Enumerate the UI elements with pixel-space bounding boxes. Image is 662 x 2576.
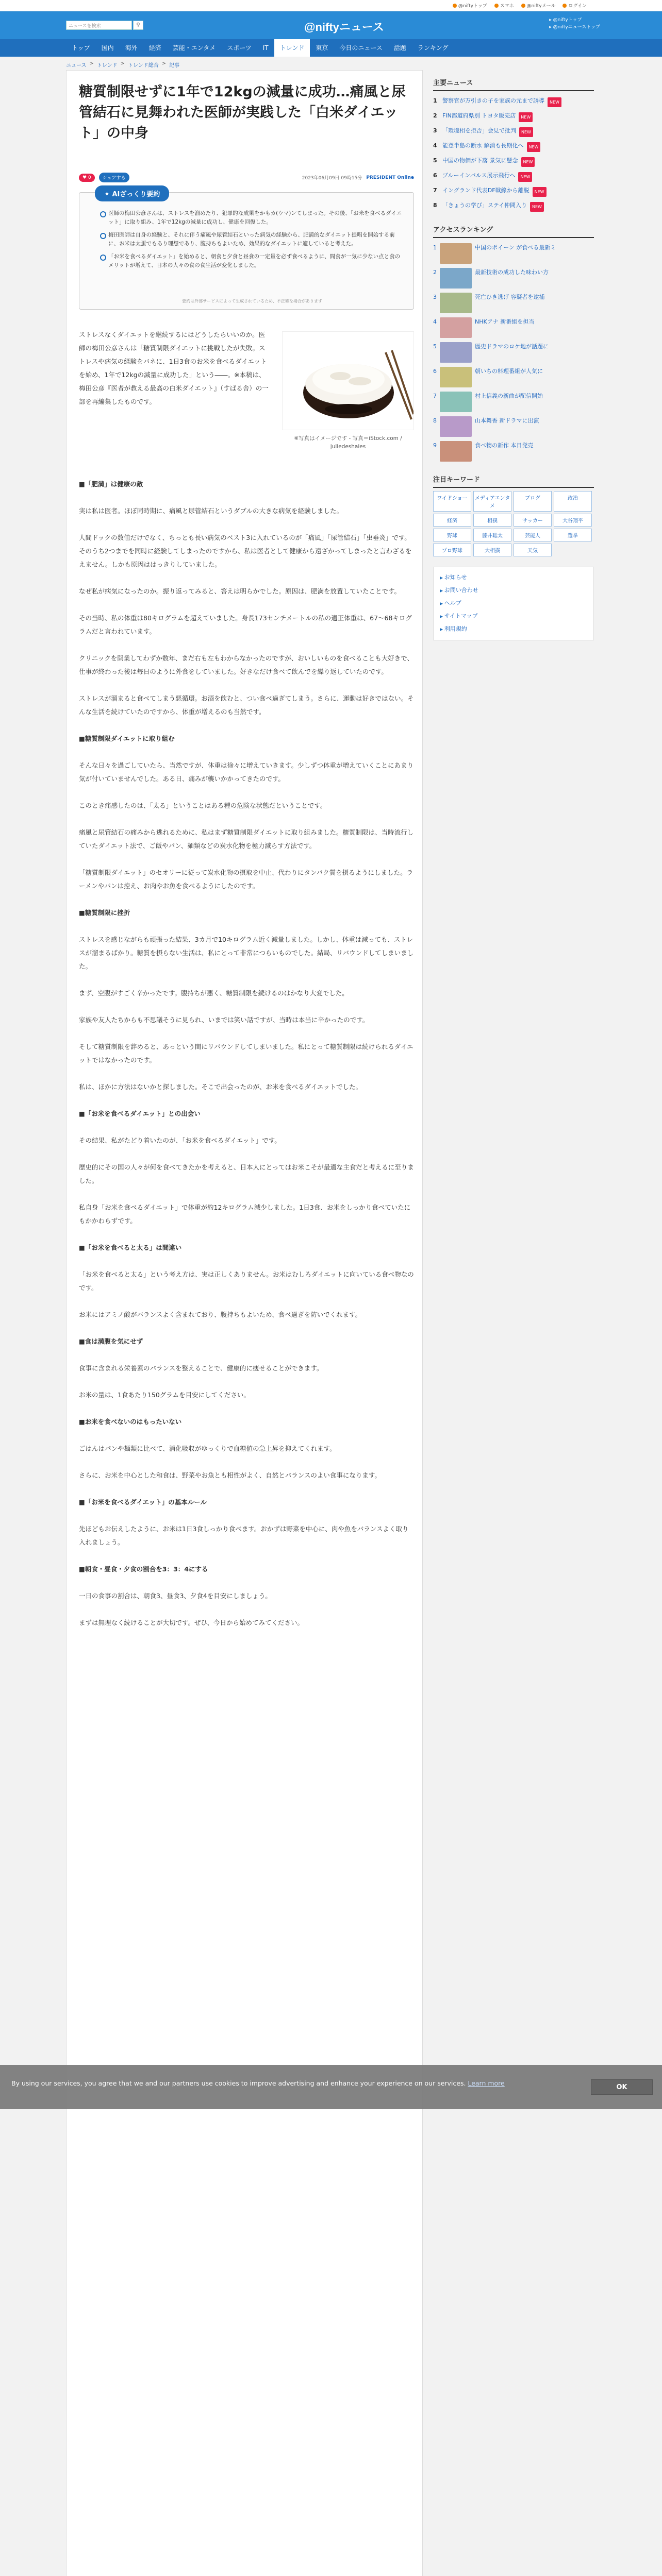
content-wrapper: [66, 70, 594, 2576]
news-title: FIN都道府県別 トヨタ販売店: [442, 112, 516, 119]
nav-item[interactable]: トップ: [72, 44, 90, 52]
body-paragraph: 「お米を食べると太る」という考え方は、実は正しくありません。お米はむしろダイエットに向いている食べ物なのです。: [79, 1270, 414, 1292]
new-badge: NEW: [533, 187, 547, 197]
ranking-title: 歴史ドラマのロケ地が話題に: [475, 343, 549, 350]
nav-item[interactable]: ランキング: [417, 44, 449, 52]
body-paragraph: 食事に含まれる栄養素のバランスを整えることで、健康的に痩せることができます。: [79, 1364, 323, 1372]
ranking-number: 7: [433, 393, 437, 399]
news-title: イングランド代表DF戦線から離脱: [442, 187, 529, 194]
main-news-item[interactable]: [433, 154, 594, 169]
main-news-item[interactable]: [433, 124, 594, 139]
new-badge: NEW: [527, 142, 541, 152]
cookie-ok-button[interactable]: OK: [591, 2079, 653, 2095]
footer-link[interactable]: ▶ お問い合わせ: [440, 584, 587, 597]
ranking-title: 朝いちの料理番組が人気に: [475, 368, 543, 375]
ranking-title: 死亡ひき逃げ 容疑者を逮捕: [475, 294, 545, 300]
news-rank: 2: [433, 112, 437, 119]
body-paragraph: 先ほどもお伝えしたように、お米は1日3食しっかり食べます。おかずは野菜を中心に、肉や魚をバランスよく取り入れましょう。: [79, 1525, 409, 1546]
body-paragraph: 私自身「お米を食べるダイエット」で体重が約12キログラム減少しました。1日3食、お米をしっかり食べていたにもかかわらずです。: [79, 1204, 411, 1225]
photo-caption: ※写真はイメージです - 写真＝iStock.com / juliedeshaies: [294, 435, 402, 450]
topbar-link-label: スマホ: [500, 4, 514, 9]
access-ranking-item[interactable]: [433, 439, 594, 464]
footer-link[interactable]: ▶ お知らせ: [440, 571, 587, 584]
site-header: [0, 11, 662, 39]
body-paragraph: 人間ドックの数値だけでなく、ちっとも長い病気のベスト3に入れているのが「痛風」「尿管結石」「虫垂炎」です。そのうち2つまでを同時に経験してしまったのですから、私は医者として健康から遠ざかってしまったと言わざるをえません。しかも原因ははっきりしていました。: [79, 534, 412, 568]
keyword-tag[interactable]: 政治: [554, 491, 592, 512]
access-ranking-item[interactable]: [433, 291, 594, 315]
news-rank: 8: [433, 202, 437, 209]
nav-item[interactable]: スポーツ: [227, 44, 252, 52]
summary-item: 「お米を食べるダイエット」を始めると、朝食と夕食と昼食の一定量を必ず食べるように、間食が一気に少ない点と食のメリットが増えて、日本の人々の食の食生活が変化しました。: [100, 252, 404, 270]
body-paragraph: さらに、お米を中心とした和食は、野菜やお魚とも相性がよく、自然とバランスのよい食事になります。: [79, 1471, 381, 1479]
nav-item[interactable]: IT: [262, 44, 269, 52]
keyword-tag[interactable]: 野球: [433, 529, 471, 541]
keyword-tag[interactable]: 相撲: [473, 514, 511, 527]
sparkle-icon: ✦: [104, 191, 110, 198]
keywords-section: [433, 474, 594, 556]
sidebar: [433, 70, 594, 640]
keyword-tag[interactable]: 大相撲: [473, 544, 511, 556]
ranking-number: 5: [433, 343, 437, 350]
section-heading: ■糖質制限に挫折: [79, 909, 130, 917]
access-ranking-item[interactable]: [433, 340, 594, 365]
article-main: [66, 70, 423, 2576]
like-button[interactable]: ♥ 0: [79, 174, 95, 182]
ranking-title: 中国のポイーン が食べる最新ミ: [475, 244, 556, 251]
topbar-link-label: ログイン: [568, 4, 587, 9]
topbar-link-icon: [453, 4, 457, 8]
article-intro: ストレスなくダイエットを継続するにはどうしたらいいのか。医師の梅田公彦さんは「糖質制限ダイエットに挑戦したが失敗。ストレスや病気の経験をバネに、1日3食のお米を食べるダイエットを始め、1年で12kgの減量に成功した」という――。※本稿は、梅田公彦『医者が教える最高の白米ダイエット』（すばる舎）の一部を再編集したものです。: [79, 331, 269, 405]
keyword-tag[interactable]: ブログ: [514, 491, 552, 512]
body-paragraph: そんな日々を過ごしていたら、当然ですが、体重は徐々に増えていきます。少しずつ体重が増えていくことにあまり気が付いていませんでした。ある日、痛みが襲いかかってきたのです。: [79, 761, 414, 783]
article-body: [79, 478, 414, 1643]
new-badge: NEW: [519, 127, 533, 137]
topbar-link-label: @niftyトップ: [458, 4, 487, 9]
body-paragraph: お米にはアミノ酸がバランスよく含まれており、腹持ちもよいため、食べ過ぎを防いでくれます。: [79, 1311, 362, 1318]
breadcrumb-separator: >: [120, 61, 125, 66]
ranking-number: 4: [433, 318, 437, 325]
body-paragraph: 一日の食事の割合は、朝食3、昼食3、夕食4を目安にしましょう。: [79, 1592, 272, 1600]
nav-item[interactable]: 海外: [125, 44, 138, 52]
body-paragraph: まず、空腹がすごく辛かったです。腹持ちが悪く、糖質制限を続けるのはかなり大変でした。: [79, 989, 349, 997]
access-ranking-list: [433, 241, 594, 464]
share-button[interactable]: シェアする: [99, 173, 129, 182]
keyword-tag[interactable]: 選挙: [554, 529, 592, 541]
news-rank: 1: [433, 97, 437, 104]
access-ranking-item[interactable]: [433, 241, 594, 266]
rice-bowl-image: [283, 332, 414, 430]
topbar-link-icon: [494, 4, 499, 8]
ranking-thumbnail: [440, 392, 472, 412]
main-news-item[interactable]: [433, 169, 594, 184]
top-utility-bar: [0, 0, 662, 11]
header-link[interactable]: ▸ @niftyニューストップ: [549, 25, 600, 30]
like-count: 0: [88, 175, 91, 180]
topbar-link[interactable]: [521, 2, 556, 9]
keyword-tag[interactable]: メディアエンタメ: [473, 491, 511, 512]
keyword-tag[interactable]: 藤井聡太: [473, 529, 511, 541]
nav-item[interactable]: 芸能・エンタメ: [172, 44, 216, 52]
footer-links-box: [433, 567, 594, 640]
main-news-item[interactable]: [433, 109, 594, 124]
keyword-tags: [433, 491, 594, 556]
search-input[interactable]: ニュースを検索: [66, 21, 132, 30]
access-ranking-section: [433, 224, 594, 464]
ranking-title: 山本舞香 新ドラマに出演: [475, 417, 539, 424]
category-nav: [0, 39, 662, 57]
breadcrumb-separator: >: [89, 61, 94, 66]
nav-item[interactable]: 今日のニュース: [339, 44, 383, 52]
ranking-number: 2: [433, 269, 437, 276]
access-ranking-item[interactable]: [433, 389, 594, 414]
ranking-thumbnail: [440, 367, 472, 387]
ranking-thumbnail: [440, 243, 472, 264]
cookie-message: By using our services, you agree that we and our partners use cookies to improve advertising and enhance your experience on our services.: [11, 2079, 466, 2087]
ranking-thumbnail: [440, 268, 472, 289]
main-news-title: 主要ニュース: [433, 77, 594, 91]
keyword-tag[interactable]: 天気: [514, 544, 552, 556]
new-badge: NEW: [521, 157, 535, 167]
news-rank: 3: [433, 127, 437, 134]
topbar-link-icon: [521, 4, 525, 8]
body-paragraph: ごはんはパンや麺類に比べて、消化吸収がゆっくりで血糖値の急上昇を抑えてくれます。: [79, 1445, 336, 1452]
news-title: ブルーインパルス展示飛行へ: [442, 172, 516, 179]
nav-item[interactable]: トレンド: [274, 39, 310, 57]
new-badge: NEW: [518, 172, 532, 182]
nav-item[interactable]: 経済: [148, 44, 161, 52]
ranking-number: 1: [433, 244, 437, 251]
access-ranking-item[interactable]: [433, 414, 594, 439]
section-heading: ■「お米を食べるダイエット」の基本ルール: [79, 1498, 207, 1506]
ranking-thumbnail: [440, 441, 472, 462]
main-news-item[interactable]: [433, 199, 594, 214]
breadcrumb: [66, 61, 179, 69]
breadcrumb-separator: >: [161, 61, 167, 66]
topbar-link-label: @niftyメール: [526, 4, 556, 9]
ranking-title: NHKアナ 新番組を担当: [475, 318, 535, 325]
body-paragraph: 実は私は医者。ほぼ同時期に、痛風と尿管結石というダブルの大きな病気を経験しました。: [79, 507, 343, 515]
new-badge: NEW: [530, 202, 544, 212]
keywords-title: 注目キーワード: [433, 474, 594, 488]
keyword-tag[interactable]: ワイドショー: [433, 491, 471, 512]
access-ranking-item[interactable]: [433, 315, 594, 340]
news-title: 能登半島の断水 解消も長期化へ: [442, 142, 524, 149]
breadcrumb-link: 記事: [169, 63, 180, 69]
access-ranking-title: アクセスランキング: [433, 224, 594, 238]
topbar-link[interactable]: [494, 2, 514, 9]
body-paragraph: 私は、ほかに方法はないかと探しました。そこで出会ったのが、お米を食べるダイエットでした。: [79, 1083, 362, 1091]
ai-summary-list: [100, 209, 404, 274]
header-links: [549, 16, 600, 31]
body-paragraph: その当時、私の体重は80キログラムを超えていました。身長173センチメートルの私の適正体重は、67～68キログラムだと言われています。: [79, 614, 412, 635]
summary-item: 医師の梅田公彦さんは、ストレスを溜めたり、犯罪的な成果をかもカ(ウマ)ンてしまった。その後、「お米を食べるダイエット」に取り組み、1年で12kgの減量に成功し、健康を回復した。: [100, 209, 404, 227]
breadcrumb-link[interactable]: トレンド総合: [128, 63, 159, 69]
summary-item: 梅田医師は自身の経験と、それに伴う痛風や尿管結石といった病気の経験から、肥満的なダイエット提唱を開始する前に、お米は太蛋でもあり理想であり、腹持ちもよいため、効果的なダイエットに適していると考えた。: [100, 231, 404, 248]
body-paragraph: ストレスを感じながらも頑張った結果、3カ月で10キログラム近く減量しました。しかし、体重は減っても、ストレスが溜まるばかり。糖質を摂らない生活は、私にとって非常につらいものでした。結局、リバウンドしてしまいました。: [79, 936, 414, 970]
section-heading: ■朝食・昼食・夕食の割合を3：3：4にする: [79, 1565, 208, 1573]
footer-link[interactable]: ▶ 利用規約: [440, 623, 587, 636]
ranking-number: 8: [433, 417, 437, 424]
header-link[interactable]: ▸ @niftyトップ: [549, 18, 582, 23]
cookie-banner: [0, 2065, 662, 2109]
section-heading: ■糖質制限ダイエットに取り組む: [79, 735, 175, 742]
news-title: 警察官が万引きの子を家族の元まで誘導: [442, 97, 544, 104]
cookie-text: [11, 2078, 578, 2089]
body-paragraph: クリニックを開業してわずか数年、まだ右も左もわからなかったのですが、おいしいものを食べることも大好きで、仕事が終わった後は毎日のように外食をしていました。好きなだけ食べて飲んでを繰り返していたのです。: [79, 654, 414, 675]
search-icon[interactable]: ⚲: [133, 21, 143, 30]
ai-summary-heading: [95, 185, 169, 201]
article-source[interactable]: PRESIDENT Online: [366, 175, 414, 180]
keyword-tag[interactable]: サッカー: [514, 514, 552, 527]
keyword-tag[interactable]: 芸能人: [514, 529, 552, 541]
ranking-title: 村上信義の新曲が配信開始: [475, 393, 543, 399]
access-ranking-item[interactable]: [433, 365, 594, 389]
body-paragraph: ストレスが溜まると食べてしまう悪循環。お酒を飲むと、つい食べ過ぎてしまう。さらに、運動は好きではない。そんな生活を続けていたのですから、体重が増えるのも当然です。: [79, 694, 414, 716]
footer-link[interactable]: ▶ サイトマップ: [440, 610, 587, 623]
learn-more-link[interactable]: Learn more: [468, 2079, 505, 2087]
body-paragraph: そして糖質制限を辞めると、あっという間にリバウンドしてしまいました。私にとって糖質制限は続けられるダイエットではなかったのです。: [79, 1043, 413, 1064]
breadcrumb-link[interactable]: トレンド: [96, 63, 118, 69]
new-badge: NEW: [519, 112, 533, 122]
body-paragraph: このとき痛感したのは、「太る」ということはある種の危険な状態だということです。: [79, 802, 327, 809]
keyword-tag[interactable]: 経済: [433, 514, 471, 527]
news-title: 「環境相を拒否」会見で批判: [442, 127, 516, 134]
article-meta: [79, 173, 414, 182]
ranking-number: 6: [433, 368, 437, 375]
article-date: 2023年06月09日 09時15分: [302, 176, 362, 181]
topbar-link[interactable]: [562, 2, 587, 9]
ranking-thumbnail: [440, 293, 472, 313]
footer-link[interactable]: ▶ ヘルプ: [440, 597, 587, 610]
keyword-tag[interactable]: プロ野球: [433, 544, 471, 556]
ranking-thumbnail: [440, 317, 472, 338]
breadcrumb-link[interactable]: ニュース: [66, 63, 87, 69]
body-paragraph: その結果、私がたどり着いたのが、「お米を食べるダイエット」です。: [79, 1137, 281, 1144]
news-title: 「きょうの学び」ステイ仲間入り: [442, 202, 527, 209]
article-title: 糖質制限せずに1年で12kgの減量に成功…痛風と尿管結石に見舞われた医師が実践した「白米ダイエット」の中身: [79, 84, 406, 141]
ranking-number: 3: [433, 294, 437, 300]
access-ranking-item[interactable]: [433, 266, 594, 291]
ai-summary-note: 要約は外部サービスによって生成されているため、不正確な場合があります: [182, 299, 322, 303]
body-paragraph: まずは無理なく続けることが大切です。ぜひ、今日から始めてみてください。: [79, 1619, 304, 1626]
section-heading: ■お米を食べないのはもったいない: [79, 1418, 182, 1426]
keyword-tag[interactable]: 大谷翔平: [554, 514, 592, 527]
ranking-thumbnail: [440, 342, 472, 363]
section-heading: ■「お米を食べると太る」は間違い: [79, 1244, 182, 1251]
topbar-link-icon: [562, 4, 567, 8]
ranking-thumbnail: [440, 416, 472, 437]
news-rank: 7: [433, 187, 437, 194]
article-photo: [282, 331, 414, 430]
main-news-item[interactable]: [433, 184, 594, 199]
news-rank: 5: [433, 157, 437, 164]
news-title: 中国の物価が下落 景気に懸念: [442, 157, 518, 164]
topbar-link[interactable]: [453, 2, 487, 9]
body-paragraph: 家族や友人たちからも不思議そうに見られ、いまでは笑い話ですが、当時は本当に辛かったのです。: [79, 1016, 369, 1024]
ranking-number: 9: [433, 442, 437, 449]
ranking-title: 食べ物の新作 本日発売: [475, 442, 534, 449]
news-rank: 6: [433, 172, 437, 179]
nav-item[interactable]: 東京: [316, 44, 328, 52]
nav-item[interactable]: 話題: [393, 44, 406, 52]
site-logo[interactable]: @niftyニュース: [304, 21, 384, 33]
news-rank: 4: [433, 142, 437, 149]
ai-summary-label: AIざっくり要約: [112, 191, 160, 198]
main-news-item[interactable]: [433, 94, 594, 109]
body-paragraph: 痛風と尿管結石の痛みから逃れるために、私はまず糖質制限ダイエットに取り組みました。糖質制限は、当時流行していたダイエット法で、ご飯やパン、麺類などの炭水化物を極力減らす方法です。: [79, 828, 414, 850]
section-heading: ■「お米を食べるダイエット」との出会い: [79, 1110, 201, 1117]
body-paragraph: 「糖質制限ダイエット」のセオリーに従って炭水化物の摂取を中止、代わりにタンパク質を摂るようにしました。ラーメンやパンは控え、お肉やお魚を食べるようにしたのです。: [79, 869, 413, 890]
body-paragraph: お米の量は、1食あたり150グラムを目安にしてください。: [79, 1391, 250, 1399]
main-news-list: [433, 94, 594, 214]
ranking-title: 最新技術の成功した味わい方: [475, 269, 549, 276]
body-paragraph: 歴史的にその国の人々が何を食べてきたかを考えると、日本人にとってはお米こそが最適な主食だと考えるに至りました。: [79, 1163, 414, 1184]
new-badge: NEW: [548, 97, 561, 107]
section-heading: ■「肥満」は健康の敵: [79, 480, 143, 488]
body-paragraph: なぜ私が病気になったのか。振り返ってみると、答えは明らかでした。原因は、肥満を放置していたことです。: [79, 587, 401, 595]
main-news-section: [433, 77, 594, 214]
main-news-item[interactable]: [433, 139, 594, 154]
section-heading: ■食は満腹を気にせず: [79, 1337, 143, 1345]
ai-summary-box: [79, 192, 414, 310]
nav-item[interactable]: 国内: [101, 44, 114, 52]
